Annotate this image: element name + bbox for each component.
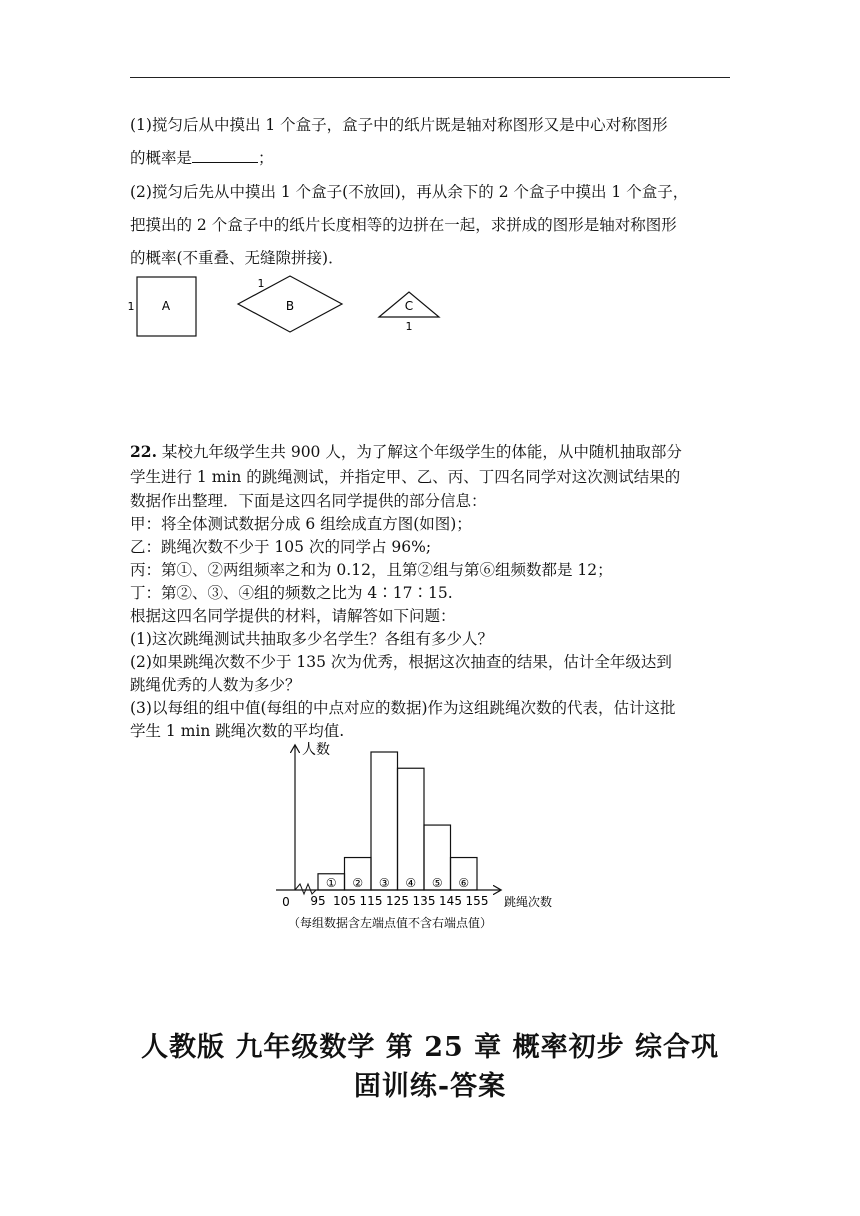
group-label: ④ [405,876,417,890]
q22-line-5: 乙：跳绳次数不少于 105 次的同学占 96%; [130,538,432,556]
histogram-bar [398,768,425,890]
q22-text-1: 某校九年级学生共 900 人，为了解这个年级学生的体能，从中随机抽取部分 [161,443,682,461]
q22-line-12: (3)以每组的组中值(每组的中点对应的数据)作为这组跳绳次数的代表，估计这批 [130,699,676,717]
answer-title-line2: 固训练-答案 [353,1071,507,1102]
triangle-c-side: 1 [405,320,413,333]
header-rule [130,77,730,78]
group-label: ② [352,876,364,890]
histogram-bar [371,752,398,890]
answer-title-line1: 人教版 九年级数学 第 25 章 概率初步 综合巩 [141,1032,719,1063]
q22-line-2: 学生进行 1 min 的跳绳测试，并指定甲、乙、丙、丁四名同学对这次测试结果的 [130,468,681,486]
x-tick-label: 95 [310,894,326,908]
q22-line-10: (2)如果跳绳次数不少于 135 次为优秀，根据这次抽查的结果，估计全年级达到 [130,653,672,671]
group-label: ⑥ [458,876,470,890]
x-tick-label: 155 [465,894,489,908]
square-a-side: 1 [127,300,135,313]
q22-line-9: (1)这次跳绳测试共抽取多少名学生？各组有多少人？ [130,630,493,648]
q2-line3: 的概率(不重叠、无缝隙拼接)． [130,249,344,267]
q22-number: 22. [130,442,157,461]
axis-break [295,884,316,894]
q22-line-4: 甲：将全体测试数据分成 6 组绘成直方图(如图)； [130,515,472,533]
q22-line-1 [130,440,682,462]
group-label: ③ [378,876,390,890]
q22-line-8: 根据这四名同学提供的材料，请解答如下问题： [130,607,456,625]
x-tick-label: 145 [439,894,462,908]
q1-line2 [130,146,274,168]
x-axis-label: 跳绳次数 [504,895,553,909]
q22-line-13: 学生 1 min 跳绳次数的平均值. [130,722,345,740]
rhombus-b-side: 1 [257,277,265,290]
rhombus-b-label: B [285,299,295,313]
x-tick-label: 105 [333,894,356,908]
q22-line-11: 跳绳优秀的人数为多少？ [130,676,301,694]
q1-line1: (1)搅匀后从中摸出 1 个盒子，盒子中的纸片既是轴对称图形又是中心对称图形 [130,116,668,134]
x-tick-label: 135 [412,894,436,908]
x-tick-label: 125 [386,894,409,908]
chart-note: （每组数据含左端点值不含右端点值） [287,916,493,930]
q22-line-6: 丙：第①、②两组频率之和为 0.12，且第②组与第⑥组频数都是 12； [130,561,613,579]
answer-blank [192,148,258,163]
histogram-chart [262,738,572,938]
shapes-figure [120,272,450,342]
q22-line-3: 数据作出整理．下面是这四名同学提供的部分信息： [130,492,487,510]
group-label: ⑤ [431,876,443,890]
square-a-label: A [161,299,171,313]
q2-line1: (2)搅匀后先从中摸出 1 个盒子(不放回)，再从余下的 2 个盒子中摸出 1 个盒子， [130,183,689,201]
q2-line2: 把摸出的 2 个盒子中的纸片长度相等的边拼在一起，求拼成的图形是轴对称图形 [130,216,677,234]
x-tick-label: 115 [359,894,383,908]
origin-label: 0 [282,895,290,909]
triangle-c-label: C [404,299,414,313]
q1-line2-text: 的概率是 [130,149,193,167]
group-label: ① [325,876,337,890]
y-axis-label: 人数 [302,742,330,758]
q22-line-7: 丁：第②、③、④组的频数之比为 4∶17∶15. [130,584,453,602]
q1-line2-end: ； [258,149,274,167]
